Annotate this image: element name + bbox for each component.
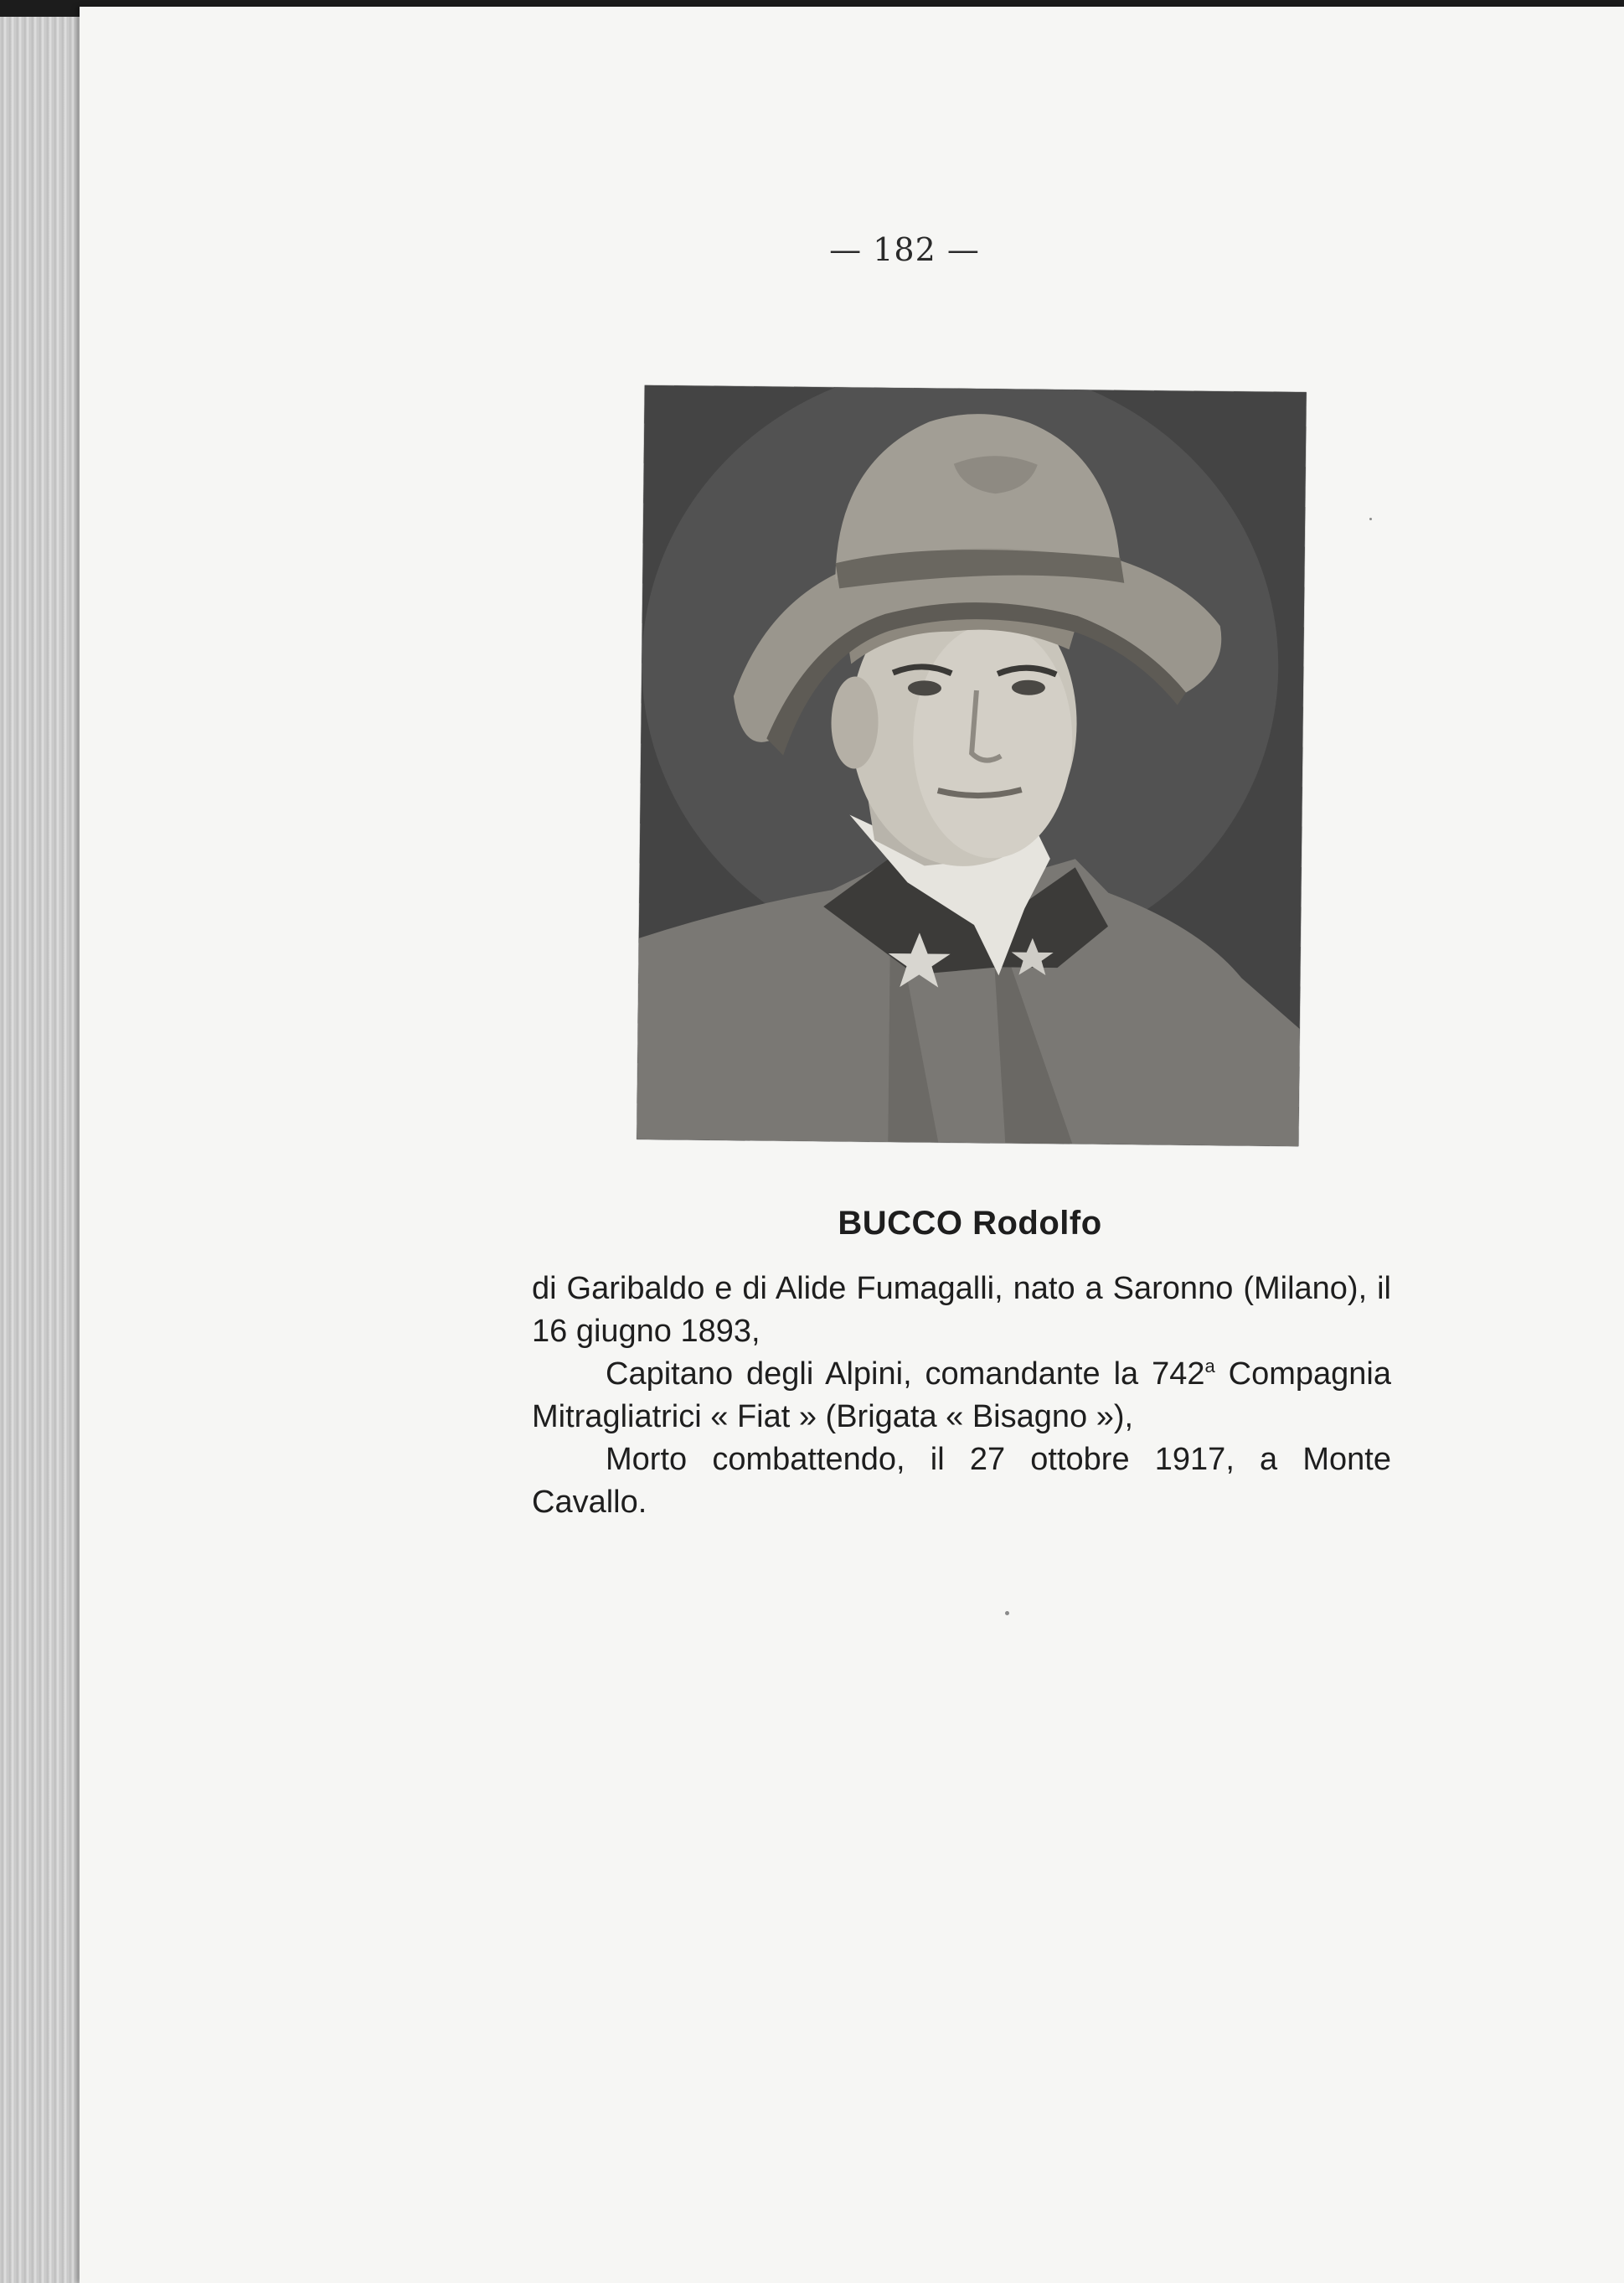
paper-speck [1005,1611,1009,1615]
ordinal-superscript: a [1204,1356,1215,1377]
birth-details: di Garibaldo e di Alide Fumagalli, nato a Saronno (Milano), il 16 giugno 1893, [532,1271,1391,1349]
death-details: Morto combattendo, il 27 ottobre 1917, a Monte Cavallo. [532,1442,1391,1520]
portrait-illustration [637,385,1306,1146]
book-page [80,7,1624,2283]
biographical-entry [532,1205,1391,1524]
page-number: — 182 — [829,231,980,268]
rank-text-start: Capitano degli Alpini, comandante la 742 [606,1356,1205,1392]
portrait-photo [637,385,1306,1146]
rank-text-end: Compagnia Mitragliatrici « Fiat » (Brigata « Bisagno »), [532,1356,1391,1434]
book-page-edges [0,17,92,2283]
paper-speck [1369,518,1372,520]
person-name-heading: BUCCO Rodolfo [838,1205,1102,1242]
rank-details [532,1353,1391,1438]
